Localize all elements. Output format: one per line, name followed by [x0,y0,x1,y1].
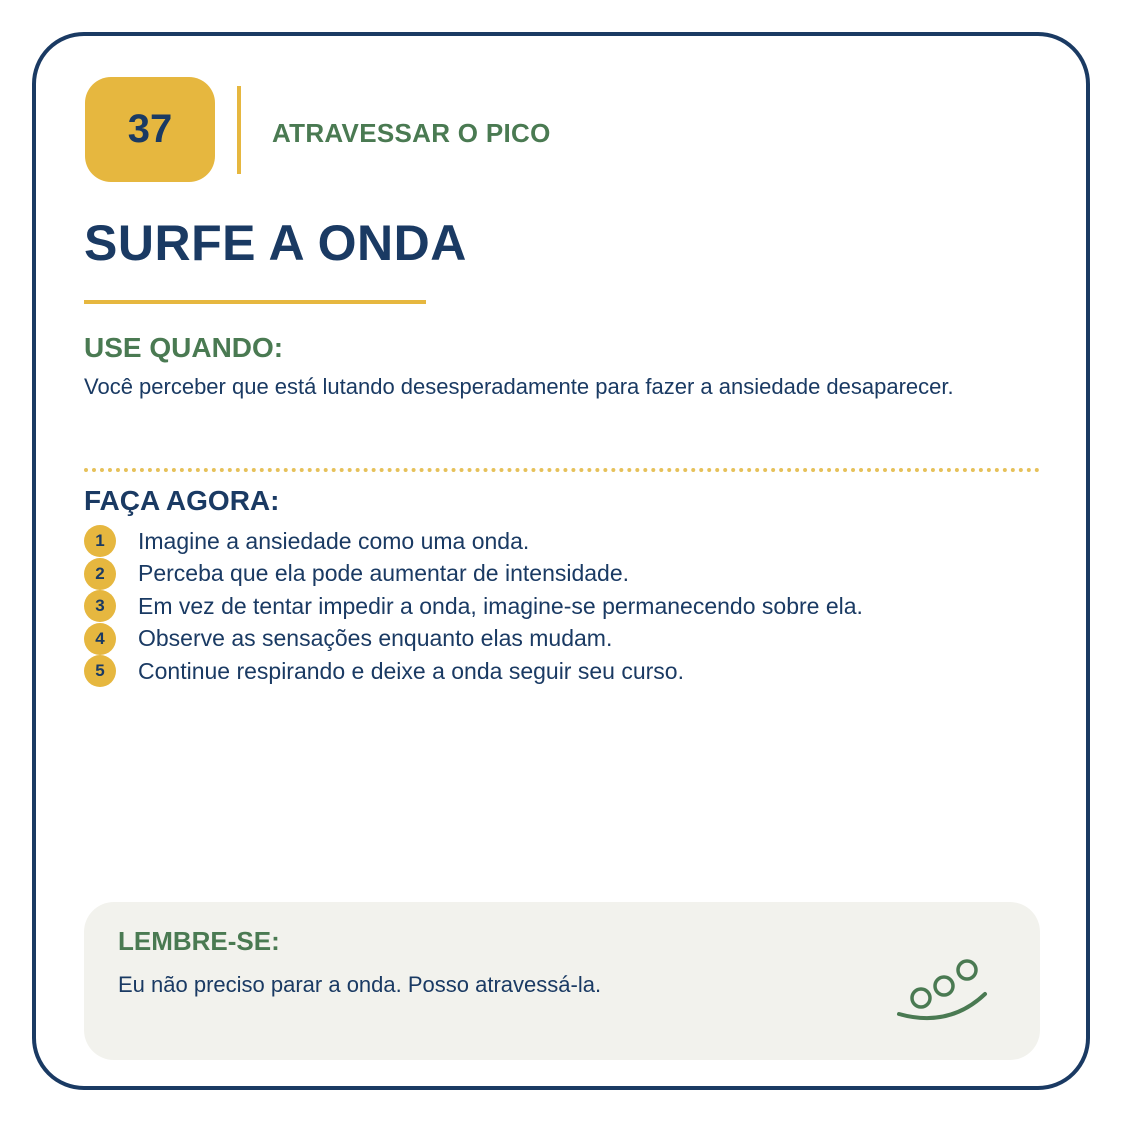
step-number-badge: 5 [84,655,116,687]
remember-heading: LEMBRE-SE: [118,926,280,956]
step-number-badge: 4 [84,623,116,655]
step-item [84,623,863,656]
card-number-badge: 37 [85,77,215,182]
use-when-text: Você perceber que está lutando desesperadamente para fazer a ansiedade desaparecer. [84,374,954,399]
card [32,32,1090,1090]
step-item [84,558,863,591]
use-when-heading: USE QUANDO: [84,332,284,363]
step-item [84,590,863,623]
remember-text: Eu não preciso parar a onda. Posso atravessá-la. [118,972,602,997]
dotted-separator [84,468,1040,472]
title-underline [84,300,426,304]
card-title: SURFE A ONDA [84,215,467,271]
header-divider [237,86,241,174]
wave-bubbles-icon [889,946,989,1026]
step-text: Observe as sensações enquanto elas mudam. [138,625,613,652]
step-number-badge: 2 [84,558,116,590]
step-text: Continue respirando e deixe a onda seguir seu curso. [138,657,684,684]
step-text: Perceba que ela pode aumentar de intensidade. [138,560,630,587]
do-now-heading: FAÇA AGORA: [84,485,280,516]
step-number-badge: 1 [84,525,116,557]
step-item [84,655,863,688]
step-number-badge: 3 [84,590,116,622]
steps-list [84,525,863,688]
step-item [84,525,863,558]
remember-box [84,902,1040,1060]
card-category: ATRAVESSAR O PICO [272,118,551,148]
step-text: Imagine a ansiedade como uma onda. [138,527,530,554]
step-text: Em vez de tentar impedir a onda, imagine-se permanecendo sobre ela. [138,592,863,619]
